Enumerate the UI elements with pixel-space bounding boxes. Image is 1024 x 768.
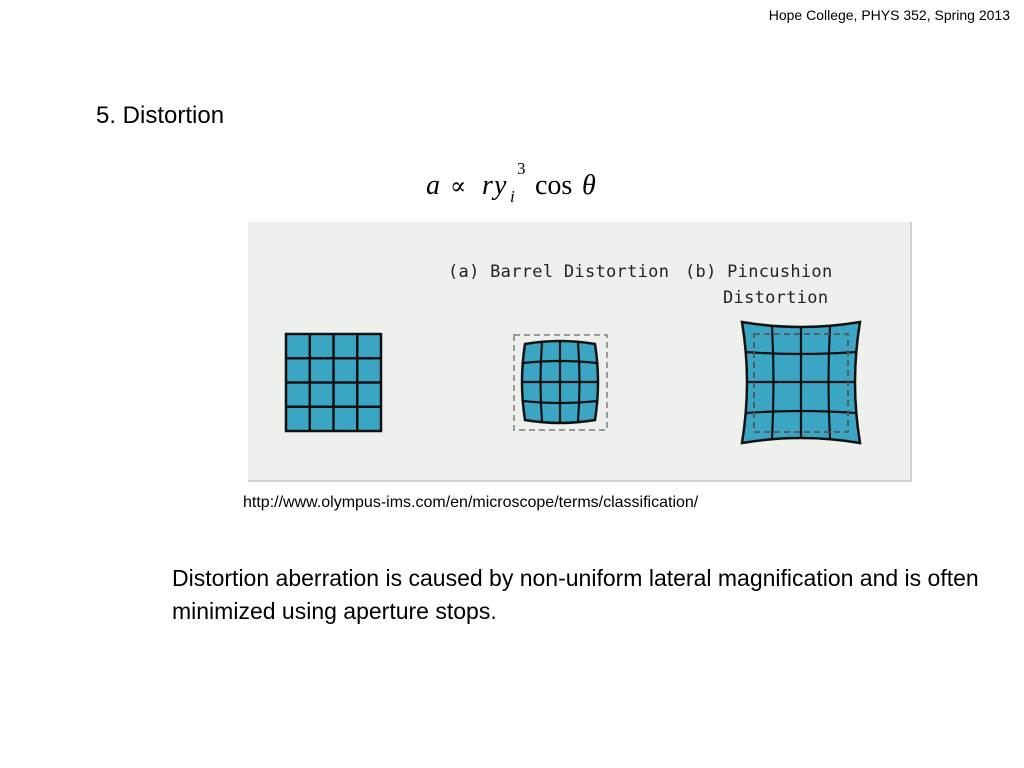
distortion-formula (426, 158, 616, 208)
formula-cos: cos (535, 170, 573, 201)
distortion-figure (248, 222, 912, 482)
formula-r: r (482, 170, 493, 201)
formula-subscript: i (510, 187, 515, 206)
distortion-illustration (248, 222, 912, 482)
pincushion-distortion-label-line2: Distortion (723, 288, 829, 308)
slide-title: 5. Distortion (96, 102, 225, 129)
formula-theta: θ (582, 170, 596, 201)
pincushion-distortion-grid (742, 322, 860, 443)
pincushion-distortion-label-line1: (b) Pincushion (685, 262, 833, 282)
formula-a: a (426, 170, 440, 201)
undistorted-grid (286, 334, 381, 431)
source-url: http://www.olympus-ims.com/en/microscope/terms/classification/ (243, 494, 699, 511)
barrel-distortion-label: (a) Barrel Distortion (448, 262, 670, 282)
barrel-distortion-grid (514, 335, 607, 430)
course-header: Hope College, PHYS 352, Spring 2013 (768, 7, 1010, 23)
formula-superscript: 3 (517, 159, 526, 178)
formula-proportional: ∝ (450, 172, 467, 200)
explanation-text: Distortion aberration is caused by non-uniform lateral magnification and is often minimized using aperture stops. (172, 565, 979, 624)
formula-y: y (494, 170, 507, 201)
